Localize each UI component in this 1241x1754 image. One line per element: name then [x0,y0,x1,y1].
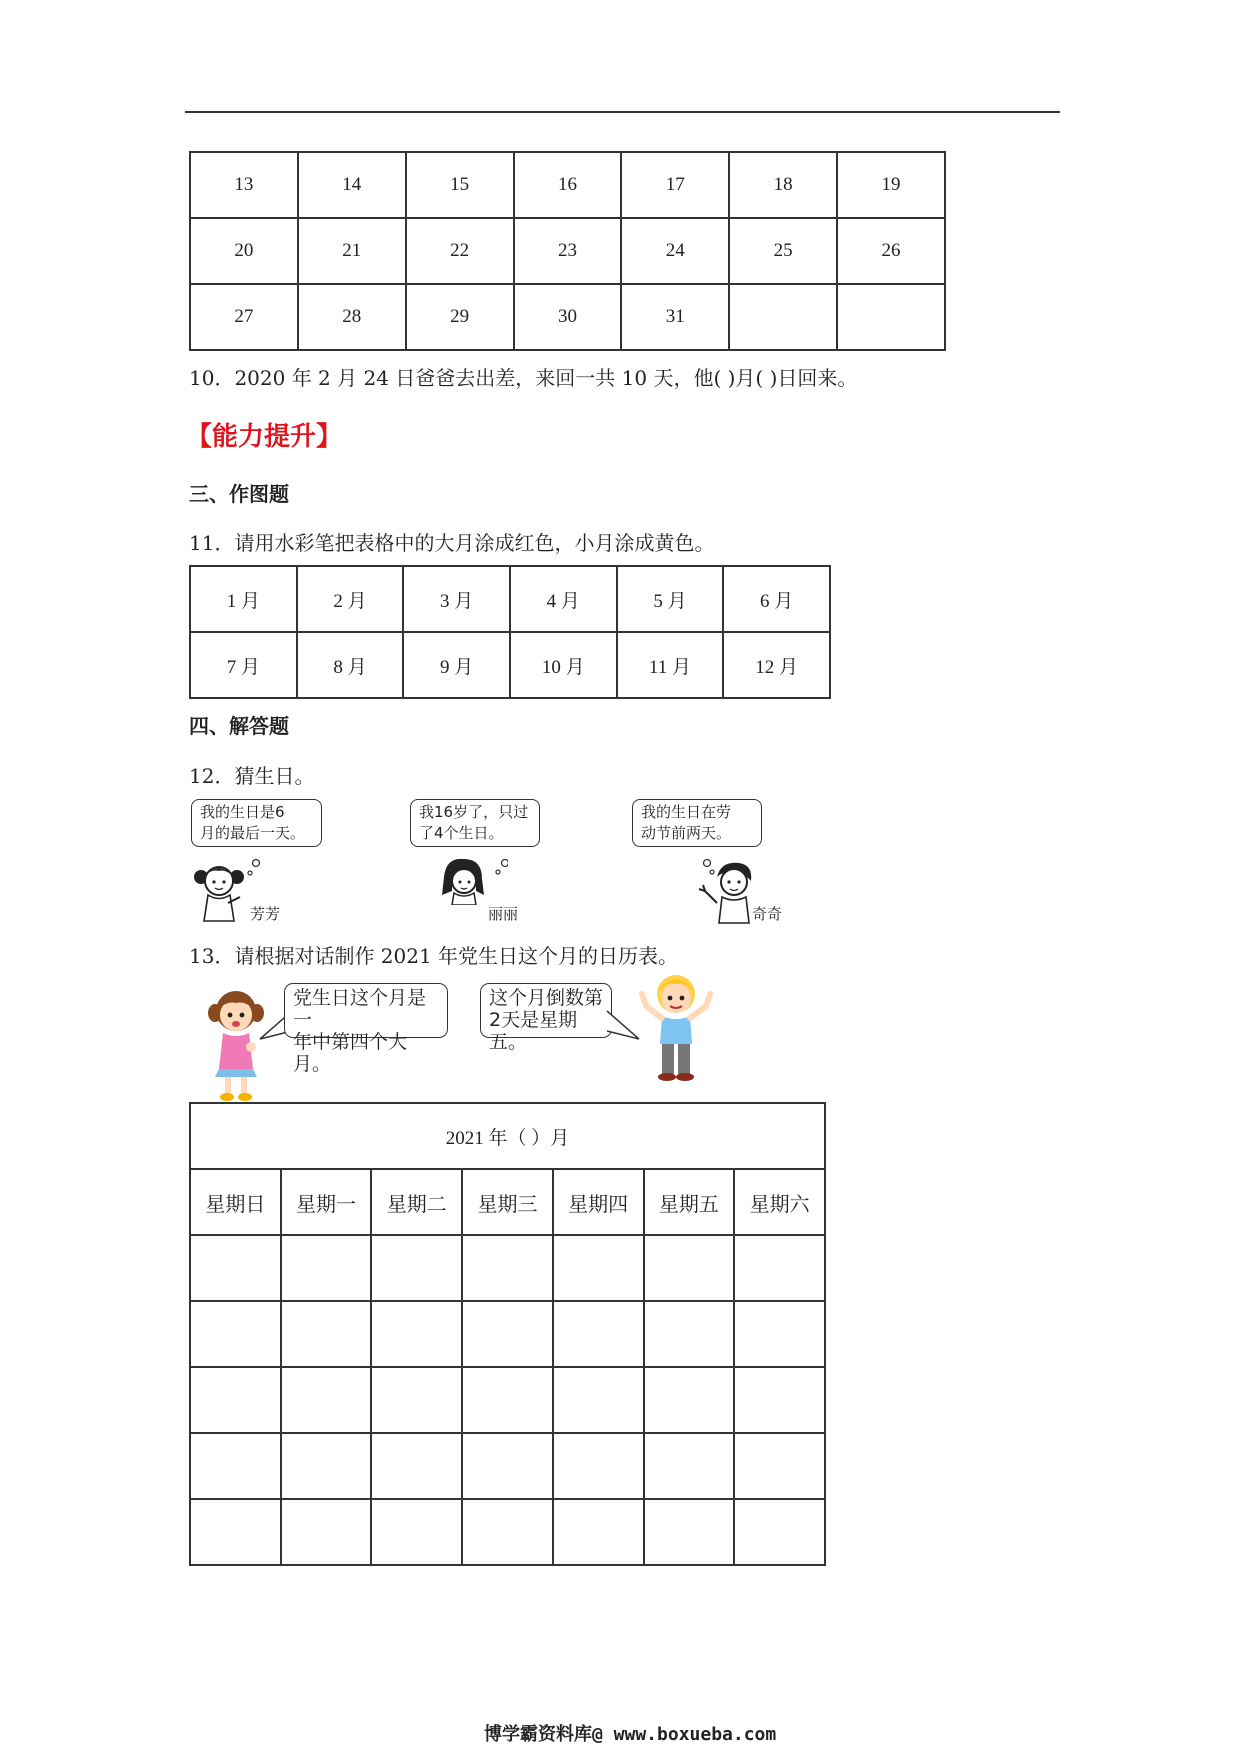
month-cell: 9 月 [403,632,510,698]
blank-day-cell [644,1499,735,1565]
question-12: 12．猜生日。 [189,764,315,788]
bubble-line: 月的最后一天。 [200,824,306,842]
speech-bubble [410,799,540,847]
weekday-header: 星期五 [644,1169,735,1235]
calendar-cell: 20 [190,218,298,284]
question-13: 13．请根据对话制作 2021 年党生日这个月的日历表。 [189,944,679,968]
blank-day-cell [553,1235,644,1301]
calendar-cell: 31 [621,284,729,350]
boy-speech-bubble [480,983,612,1053]
blank-day-cell [190,1433,281,1499]
calendar-cell: 16 [514,152,622,218]
calendar-cell: 14 [298,152,406,218]
month-cell: 5 月 [617,566,724,632]
blank-day-cell [734,1433,825,1499]
blank-day-cell [371,1235,462,1301]
blank-day-cell [553,1499,644,1565]
blank-day-cell [462,1301,553,1367]
blank-day-cell [644,1433,735,1499]
calendar-fragment-table [189,151,946,351]
bubble-line: 我的生日在劳 [641,803,732,821]
blank-day-cell [734,1301,825,1367]
blank-day-cell [644,1367,735,1433]
bubble-line: 这个月倒数第 [489,987,604,1009]
kid-name: 芳芳 [250,905,281,923]
calendar-cell: 18 [729,152,837,218]
month-cell: 8 月 [297,632,404,698]
question-11: 11．请用水彩笔把表格中的大月涂成红色，小月涂成黄色。 [189,531,715,555]
blank-day-cell [462,1367,553,1433]
blank-day-cell [281,1367,372,1433]
blank-day-cell [734,1367,825,1433]
kid-name: 丽丽 [488,905,519,923]
blank-day-cell [462,1235,553,1301]
calendar-cell: 29 [406,284,514,350]
bubble-line: 了4个生日。 [419,824,504,842]
blank-day-cell [734,1235,825,1301]
month-table [189,565,831,699]
calendar-cell: 30 [514,284,622,350]
girl-speech-bubble [284,983,448,1075]
section-four-heading: 四、解答题 [189,714,289,738]
blank-day-cell [190,1301,281,1367]
month-cell: 10 月 [510,632,617,698]
blank-day-cell [553,1433,644,1499]
calendar-cell [837,284,945,350]
blank-day-cell [644,1235,735,1301]
calendar-cell: 22 [406,218,514,284]
blank-day-cell [281,1499,372,1565]
blank-day-cell [371,1301,462,1367]
blank-day-cell [462,1499,553,1565]
calendar-cell: 26 [837,218,945,284]
blank-day-cell [190,1367,281,1433]
calendar-cell: 28 [298,284,406,350]
speech-bubble [632,799,762,847]
weekday-header: 星期一 [281,1169,372,1235]
weekday-header: 星期日 [190,1169,281,1235]
calendar-cell: 21 [298,218,406,284]
blank-day-cell [281,1433,372,1499]
blank-day-cell [553,1301,644,1367]
calendar-cell: 17 [621,152,729,218]
weekday-header: 星期四 [553,1169,644,1235]
calendar-title: 2021 年（ ）月 [190,1103,825,1169]
month-cell: 11 月 [617,632,724,698]
calendar-cell: 24 [621,218,729,284]
blank-day-cell [553,1367,644,1433]
month-cell: 3 月 [403,566,510,632]
month-cell: 6 月 [723,566,830,632]
section-three-heading: 三、作图题 [189,482,289,506]
blank-calendar-table [189,1102,826,1566]
calendar-cell: 27 [190,284,298,350]
blank-day-cell [281,1301,372,1367]
month-cell: 12 月 [723,632,830,698]
calendar-cell: 19 [837,152,945,218]
weekday-header: 星期三 [462,1169,553,1235]
calendar-cell: 15 [406,152,514,218]
footer-watermark: 博学霸资料库@ www.boxueba.com [484,1724,777,1745]
girl-lili-illustration [438,855,508,905]
blank-day-cell [371,1433,462,1499]
blank-day-cell [644,1301,735,1367]
section-ability-heading: 【能力提升】 [186,422,343,452]
blank-day-cell [371,1499,462,1565]
month-cell: 7 月 [190,632,297,698]
speech-bubble [191,799,322,847]
weekday-header: 星期二 [371,1169,462,1235]
boy-illustration [636,970,716,1085]
bubble-line: 2天是星期五。 [489,1009,578,1053]
blank-day-cell [281,1235,372,1301]
kid-name: 奇奇 [752,905,783,923]
blank-day-cell [190,1235,281,1301]
calendar-cell: 13 [190,152,298,218]
blank-day-cell [371,1367,462,1433]
bubble-line: 我16岁了，只过 [419,803,529,821]
calendar-cell: 23 [514,218,622,284]
bubble-line: 党生日这个月是一 [293,987,427,1031]
bubble-line: 我的生日是6 [200,803,285,821]
bubble-line: 动节前两天。 [641,824,732,842]
blank-day-cell [190,1499,281,1565]
month-cell: 2 月 [297,566,404,632]
bubble-line: 年中第四个大月。 [293,1031,408,1075]
weekday-header: 星期六 [734,1169,825,1235]
month-cell: 1 月 [190,566,297,632]
month-cell: 4 月 [510,566,617,632]
calendar-cell [729,284,837,350]
blank-day-cell [734,1499,825,1565]
blank-day-cell [462,1433,553,1499]
question-10: 10．2020 年 2 月 24 日爸爸去出差，来回一共 10 天，他( )月( )日回来。 [189,366,858,390]
calendar-cell: 25 [729,218,837,284]
header-rule [185,111,1060,113]
